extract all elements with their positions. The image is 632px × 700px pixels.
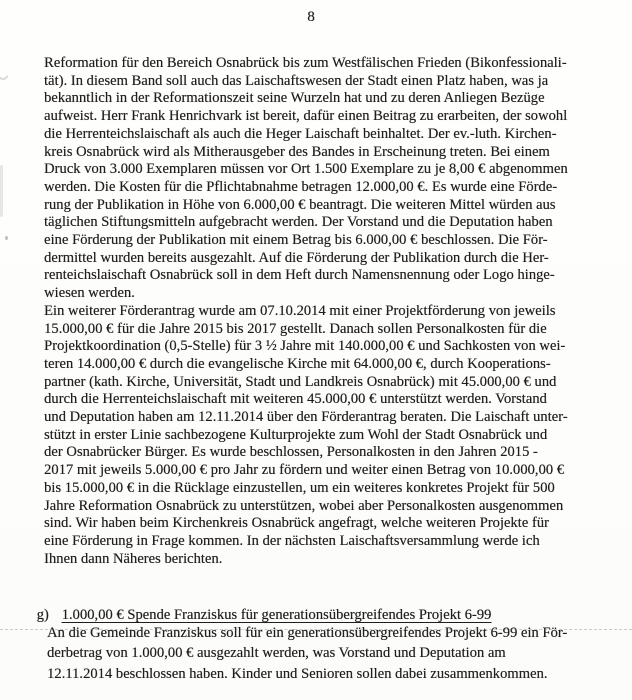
- text-line: 12.11.2014 beschlossen haben. Kinder und Senioren sollen dabei zusammenkommen.: [47, 665, 548, 682]
- text-line: sind. Wir haben beim Kirchenkreis Osnabrück angefragt, welche weiteren Projekte für: [44, 515, 549, 532]
- agenda-item-title: 1.000,00 € Spende Franziskus für generationsübergreifendes Projekt 6-99: [61, 607, 492, 623]
- text-line: renteichslaischaft Osnabrück soll in dem Heft durch Namensnennung oder Logo hinge-: [44, 267, 555, 284]
- text-line: stützt in erster Linie sachbezogene Kulturprojekte zum Wohl der Stadt Osnabrück und: [44, 426, 548, 443]
- text-line: bis 15.000,00 € in die Rücklage einzustellen, um ein weiteres konkretes Projekt für 500: [44, 479, 555, 496]
- text-line: eine Förderung der Publikation mit einem Betrag bis 6.000,00 € beschlossen. Die För-: [44, 232, 548, 249]
- text-line: bekanntlich in der Reformationszeit seine Wurzeln hat und zu deren Anliegen Bezüge: [44, 90, 545, 107]
- text-line: 15.000,00 € für die Jahre 2015 bis 2017 gestellt. Danach sollen Personalkosten für die: [44, 320, 547, 337]
- text-line: eine Förderung in Frage kommen. In der nächsten Laischaftsversammlung werde ich: [44, 532, 540, 549]
- text-line: teren 14.000,00 € durch die evangelische Kirche mit 64.000,00 €, durch Kooperations-: [44, 355, 551, 372]
- scan-smudge-arc: [0, 46, 12, 80]
- text-line: An die Gemeinde Franziskus soll für ein generationsübergreifendes Projekt 6-99 ein För-: [47, 625, 568, 641]
- text-line: Druck von 3.000 Exemplaren müssen vor Ort 1.500 Exemplare zu je 8,00 € abgenommen: [44, 161, 568, 178]
- scan-speck: [5, 236, 8, 240]
- text-line: dermittel wurden bereits ausgezahlt. Auf die Förderung der Publikation durch die Her-: [44, 249, 549, 266]
- text-line: Jahre Reformation Osnabrück zu unterstützen, wobei aber Personalkosten ausgenommen: [44, 497, 564, 514]
- text-line: Ein weiterer Förderantrag wurde am 07.10.2014 mit einer Projektförderung von jeweils: [44, 302, 556, 319]
- text-line: und Deputation haben am 12.11.2014 über den Förderantrag beraten. Die Laischaft unter-: [44, 409, 568, 426]
- text-line: täglichen Stiftungsmitteln aufgebracht werden. Der Vorstand und die Deputation haben: [44, 214, 553, 231]
- text-line: durch die Herrenteichslaischaft mit weiteren 45.000,00 € unterstützt werden. Vorstand: [44, 391, 547, 408]
- text-line: Projektkoordination (0,5-Stelle) für 3 ½ Jahre mit 140.000,00 € und Sachkosten von wei-: [44, 338, 566, 355]
- text-line: wiesen werden.: [44, 285, 135, 302]
- text-line: 2017 mit jeweils 5.000,00 € pro Jahr zu fördern und weiter einen Betrag von 10.000,00 €: [44, 462, 564, 479]
- text-line: aufweist. Herr Frank Henrichvark ist bereit, dafür einen Beitrag zu erarbeiten, der sowohl: [44, 108, 568, 125]
- text-line: rung der Publikation in Höhe von 6.000,00 € beantragt. Die weiteren Mittel würden aus: [44, 196, 556, 213]
- scan-artifact-line: [0, 629, 632, 630]
- text-line: derbetrag von 1.000,00 € ausgezahlt werden, was Vorstand und Deputation am: [47, 645, 506, 662]
- report-body-text: [44, 55, 626, 568]
- closing-paragraph: [47, 623, 625, 684]
- text-line: kreis Osnabrück wird als Mitherausgeber des Bandes in Erscheinung treten. Bei einem: [44, 143, 550, 160]
- text-line: die Herrenteichslaischaft als auch die Heger Laischaft beinhaltet. Der ev.-luth. Kirchen-: [44, 125, 557, 142]
- text-line: werden. Die Kosten für die Pflichtabnahme betragen 12.000,00 €. Es wurde eine Förde-: [44, 178, 558, 195]
- text-line: Reformation für den Bereich Osnabrück bis zum Westfälischen Frieden (Bikonfessionali-: [44, 55, 567, 71]
- scan-smudge-streak: [0, 165, 3, 217]
- text-line: tät). In diesem Band soll auch das Laischaftswesen der Stadt einen Platz haben, was ja: [44, 72, 549, 89]
- text-line: partner (kath. Kirche, Universität, Stadt und Landkreis Osnabrück) mit 45.000,00 € und: [44, 373, 557, 390]
- page-number: 8: [307, 9, 315, 25]
- agenda-item-marker: g): [36, 607, 49, 623]
- text-line: Ihnen dann Näheres berichten.: [44, 550, 223, 567]
- text-line: der Osnabrücker Bürger. Es wurde beschlossen, Personalkosten in den Jahren 2015 -: [44, 444, 538, 461]
